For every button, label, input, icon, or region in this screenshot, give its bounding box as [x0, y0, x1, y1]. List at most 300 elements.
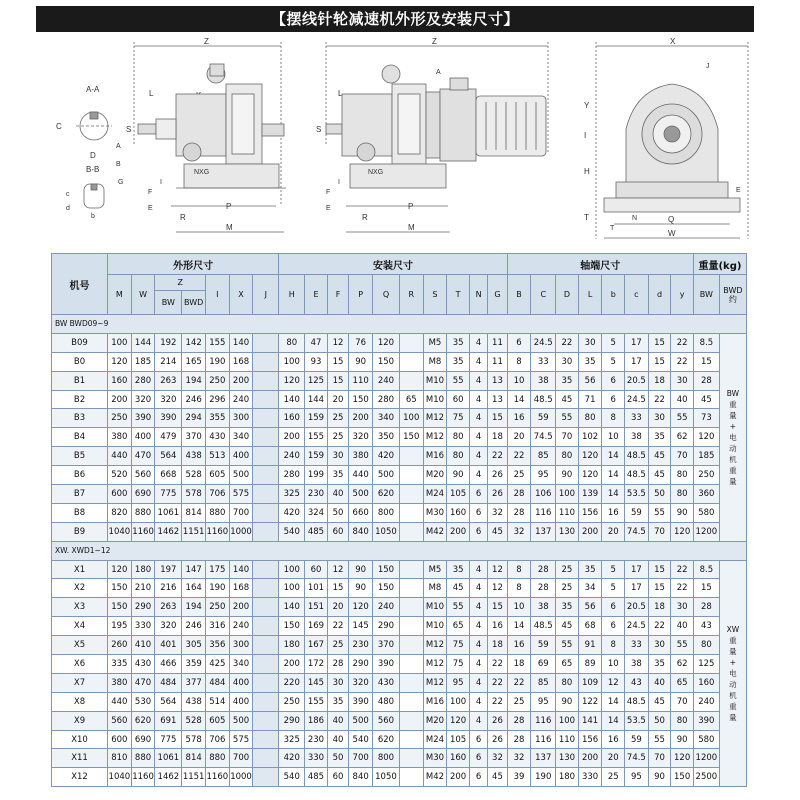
cell-E: 485 — [305, 522, 328, 541]
cell-Q: 1050 — [373, 768, 400, 787]
cell-weight-bw: 28 — [693, 598, 719, 617]
cell-T: 35 — [447, 333, 470, 352]
col-T: T — [447, 275, 470, 315]
cell-C: 106 — [531, 485, 556, 504]
table-row — [52, 447, 747, 466]
cell-R — [399, 617, 423, 636]
cell-Q: 420 — [373, 447, 400, 466]
cell-P: 320 — [349, 428, 373, 447]
cell-y: 80 — [671, 466, 694, 485]
cell-Q: 800 — [373, 503, 400, 522]
cell-P: 500 — [349, 485, 373, 504]
table-row — [52, 466, 747, 485]
cell-weight-bw: 8.5 — [693, 333, 719, 352]
cell-BWD: 194 — [182, 371, 206, 390]
cell-H: 180 — [279, 636, 305, 655]
cell-C: 59 — [531, 636, 556, 655]
label-c: C — [56, 122, 62, 131]
col-b: b — [602, 275, 625, 315]
table-row — [52, 730, 747, 749]
col-c: c — [625, 275, 649, 315]
cell-weight-bw: 390 — [693, 711, 719, 730]
cell-F: 40 — [327, 485, 349, 504]
model-cell: X8 — [52, 692, 108, 711]
cell-B: 20 — [507, 428, 531, 447]
cell-R — [399, 522, 423, 541]
cell-B: 6 — [507, 333, 531, 352]
cell-X: 300 — [229, 409, 253, 428]
model-cell: B4 — [52, 428, 108, 447]
cell-D: 90 — [556, 692, 579, 711]
cell-W: 470 — [131, 673, 155, 692]
cell-W: 470 — [131, 447, 155, 466]
cell-X: 700 — [229, 749, 253, 768]
cell-I: 430 — [206, 428, 230, 447]
cell-C: 38 — [531, 371, 556, 390]
col-D: D — [556, 275, 579, 315]
cell-Q: 350 — [373, 428, 400, 447]
cell-R — [399, 692, 423, 711]
cell-D: 90 — [556, 466, 579, 485]
cell-M: 810 — [108, 749, 132, 768]
cell-I: 175 — [206, 560, 230, 579]
cell-R — [399, 485, 423, 504]
col-W: W — [131, 275, 155, 315]
note-char: 电 — [729, 668, 737, 678]
cell-F: 15 — [327, 579, 349, 598]
cell-J-blank — [253, 447, 279, 466]
cell-C: 74.5 — [531, 428, 556, 447]
cell-M: 150 — [108, 598, 132, 617]
cell-B: 25 — [507, 692, 531, 711]
cell-H: 160 — [279, 409, 305, 428]
cell-S: M10 — [423, 617, 447, 636]
cell-S: M20 — [423, 466, 447, 485]
cell-T: 60 — [447, 390, 470, 409]
cell-B: 39 — [507, 768, 531, 787]
cell-BW: 197 — [155, 560, 182, 579]
cell-c: 43 — [625, 673, 649, 692]
cell-J-blank — [253, 730, 279, 749]
cell-F: 25 — [327, 636, 349, 655]
cell-T: 105 — [447, 730, 470, 749]
cell-W: 400 — [131, 428, 155, 447]
cell-BW: 691 — [155, 711, 182, 730]
cell-G: 22 — [488, 655, 507, 674]
cell-D: 45 — [556, 390, 579, 409]
model-cell: B7 — [52, 485, 108, 504]
cell-M: 200 — [108, 390, 132, 409]
model-cell: X7 — [52, 673, 108, 692]
label-a-2: A — [436, 69, 441, 76]
cell-P: 230 — [349, 636, 373, 655]
cell-weight-bw: 580 — [693, 730, 719, 749]
cell-BWD: 528 — [182, 711, 206, 730]
cell-I: 425 — [206, 655, 230, 674]
cell-b: 8 — [602, 409, 625, 428]
cell-F: 30 — [327, 447, 349, 466]
cell-c: 59 — [625, 503, 649, 522]
cell-b: 14 — [602, 485, 625, 504]
cell-Q: 800 — [373, 749, 400, 768]
cell-B: 22 — [507, 447, 531, 466]
cell-y: 80 — [671, 711, 694, 730]
model-cell: B3 — [52, 409, 108, 428]
cell-L: 34 — [578, 579, 602, 598]
cell-BW: 263 — [155, 598, 182, 617]
cell-Q: 370 — [373, 636, 400, 655]
table-row — [52, 673, 747, 692]
cell-J-blank — [253, 579, 279, 598]
col-G: G — [488, 275, 507, 315]
cell-F: 60 — [327, 522, 349, 541]
cell-c: 33 — [625, 636, 649, 655]
table-row — [52, 522, 747, 541]
cell-F: 15 — [327, 371, 349, 390]
cell-X: 200 — [229, 371, 253, 390]
cell-b: 14 — [602, 466, 625, 485]
cell-G: 13 — [488, 390, 507, 409]
table-row — [52, 409, 747, 428]
cell-C: 59 — [531, 409, 556, 428]
cell-BW: 1061 — [155, 749, 182, 768]
cell-Q: 290 — [373, 617, 400, 636]
cell-L: 35 — [578, 560, 602, 579]
cell-R: 150 — [399, 428, 423, 447]
note-char: 重 — [729, 701, 737, 711]
cell-S: M16 — [423, 447, 447, 466]
label-e: E — [148, 205, 153, 212]
cell-N: 4 — [469, 466, 487, 485]
cell-R — [399, 749, 423, 768]
cell-C: 137 — [531, 522, 556, 541]
cell-B: 25 — [507, 466, 531, 485]
cell-S: M12 — [423, 428, 447, 447]
note-char: 动 — [729, 679, 737, 689]
cell-L: 141 — [578, 711, 602, 730]
cell-N: 4 — [469, 598, 487, 617]
cell-W: 144 — [131, 333, 155, 352]
cell-I: 880 — [206, 503, 230, 522]
cell-d: 35 — [648, 655, 671, 674]
cell-R — [399, 768, 423, 787]
cell-P: 290 — [349, 655, 373, 674]
cell-I: 190 — [206, 579, 230, 598]
cell-BWD: 147 — [182, 560, 206, 579]
cell-J-blank — [253, 428, 279, 447]
cell-E: 186 — [305, 711, 328, 730]
cell-d: 15 — [648, 333, 671, 352]
cell-BW: 1462 — [155, 768, 182, 787]
cell-L: 30 — [578, 333, 602, 352]
cell-L: 156 — [578, 503, 602, 522]
cell-L: 120 — [578, 447, 602, 466]
cell-H: 420 — [279, 749, 305, 768]
cell-E: 169 — [305, 617, 328, 636]
cell-P: 150 — [349, 390, 373, 409]
cell-B: 8 — [507, 352, 531, 371]
cell-T: 160 — [447, 503, 470, 522]
cell-Q: 620 — [373, 730, 400, 749]
cell-X: 168 — [229, 352, 253, 371]
cell-Q: 390 — [373, 655, 400, 674]
cell-weight-bw: 240 — [693, 692, 719, 711]
label-h: H — [584, 167, 590, 176]
cell-G: 18 — [488, 428, 507, 447]
xw-group-label: XW. XWD1~12 — [52, 541, 747, 560]
cell-b: 20 — [602, 749, 625, 768]
cell-BW: 668 — [155, 466, 182, 485]
cell-X: 575 — [229, 730, 253, 749]
cell-D: 30 — [556, 352, 579, 371]
col-L: L — [578, 275, 602, 315]
cell-C: 48.5 — [531, 617, 556, 636]
cell-M: 600 — [108, 730, 132, 749]
cell-W: 280 — [131, 371, 155, 390]
cell-b: 6 — [602, 371, 625, 390]
cell-Q: 560 — [373, 711, 400, 730]
model-cell: X5 — [52, 636, 108, 655]
cell-c: 17 — [625, 333, 649, 352]
cell-I: 706 — [206, 485, 230, 504]
cell-b: 16 — [602, 503, 625, 522]
cell-L: 200 — [578, 522, 602, 541]
cell-D: 180 — [556, 768, 579, 787]
cell-E: 151 — [305, 598, 328, 617]
cell-weight-bw: 2500 — [693, 768, 719, 787]
cell-C: 28 — [531, 579, 556, 598]
cell-E: 93 — [305, 352, 328, 371]
cell-L: 200 — [578, 749, 602, 768]
cell-B: 22 — [507, 673, 531, 692]
cell-I: 190 — [206, 352, 230, 371]
cell-weight-bw: 15 — [693, 579, 719, 598]
model-cell: B5 — [52, 447, 108, 466]
cell-BWD: 377 — [182, 673, 206, 692]
cell-c: 74.5 — [625, 522, 649, 541]
table-row — [52, 749, 747, 768]
model-cell: B09 — [52, 333, 108, 352]
cell-C: 95 — [531, 466, 556, 485]
cell-BW: 214 — [155, 352, 182, 371]
label-y: Y — [584, 101, 590, 110]
cell-C: 38 — [531, 598, 556, 617]
cell-S: M12 — [423, 655, 447, 674]
cell-G: 22 — [488, 673, 507, 692]
label-i-2: I — [338, 179, 340, 186]
model-cell: B1 — [52, 371, 108, 390]
header-outline: 外形尺寸 — [108, 254, 279, 275]
cell-D: 100 — [556, 711, 579, 730]
cell-weight-bw: 250 — [693, 466, 719, 485]
cell-W: 1160 — [131, 768, 155, 787]
cell-BW: 192 — [155, 333, 182, 352]
cell-BW: 479 — [155, 428, 182, 447]
cell-d: 50 — [648, 711, 671, 730]
cell-X: 340 — [229, 428, 253, 447]
cell-F: 20 — [327, 390, 349, 409]
cell-Q: 150 — [373, 579, 400, 598]
cell-R — [399, 466, 423, 485]
cell-E: 145 — [305, 673, 328, 692]
cell-weight-bw: 125 — [693, 655, 719, 674]
cell-BW: 564 — [155, 692, 182, 711]
label-nxg-2: NXG — [368, 169, 384, 176]
cell-N: 4 — [469, 409, 487, 428]
cell-M: 260 — [108, 636, 132, 655]
cell-S: M8 — [423, 579, 447, 598]
cell-I: 155 — [206, 333, 230, 352]
section-aa-label: A-A — [86, 85, 100, 94]
cell-G: 11 — [488, 352, 507, 371]
col-J: J — [253, 275, 279, 315]
cell-D: 100 — [556, 485, 579, 504]
cell-R — [399, 560, 423, 579]
cell-weight-bw: 8.5 — [693, 560, 719, 579]
cell-F: 22 — [327, 617, 349, 636]
cell-F: 40 — [327, 711, 349, 730]
cell-H: 100 — [279, 579, 305, 598]
table-row — [52, 711, 747, 730]
cell-BWD: 359 — [182, 655, 206, 674]
cell-P: 120 — [349, 598, 373, 617]
cell-BW: 216 — [155, 579, 182, 598]
cell-BW: 320 — [155, 390, 182, 409]
cell-y: 62 — [671, 655, 694, 674]
cell-W: 390 — [131, 409, 155, 428]
col-Z-BWD: BWD — [182, 291, 206, 315]
table-row — [52, 655, 747, 674]
cell-H: 150 — [279, 617, 305, 636]
cell-M: 120 — [108, 560, 132, 579]
cell-d: 40 — [648, 673, 671, 692]
cell-b: 14 — [602, 711, 625, 730]
cell-T: 200 — [447, 522, 470, 541]
cell-I: 355 — [206, 409, 230, 428]
cell-R — [399, 333, 423, 352]
cell-N: 4 — [469, 390, 487, 409]
cell-G: 12 — [488, 560, 507, 579]
cell-F: 15 — [327, 352, 349, 371]
col-R: R — [399, 275, 423, 315]
cell-T: 55 — [447, 598, 470, 617]
label-small-c: c — [66, 191, 70, 198]
cell-H: 100 — [279, 352, 305, 371]
cell-y: 70 — [671, 692, 694, 711]
header-weight: 重量(kg) — [693, 254, 746, 275]
cell-d: 45 — [648, 466, 671, 485]
note-char: 重 — [729, 399, 737, 409]
cell-BWD: 528 — [182, 466, 206, 485]
cell-X: 500 — [229, 711, 253, 730]
cell-D: 130 — [556, 749, 579, 768]
label-r: R — [180, 213, 186, 222]
cell-Q: 280 — [373, 390, 400, 409]
label-p: P — [226, 202, 232, 211]
col-C: C — [531, 275, 556, 315]
cell-G: 45 — [488, 522, 507, 541]
cell-H: 140 — [279, 598, 305, 617]
cell-D: 65 — [556, 655, 579, 674]
label-l-2: L — [338, 89, 343, 98]
cell-P: 200 — [349, 409, 373, 428]
cell-c: 48.5 — [625, 466, 649, 485]
label-p-2: P — [408, 202, 414, 211]
cell-y: 62 — [671, 428, 694, 447]
cell-N: 4 — [469, 655, 487, 674]
cell-S: M16 — [423, 692, 447, 711]
cell-BWD: 578 — [182, 730, 206, 749]
cell-B: 28 — [507, 485, 531, 504]
col-X: X — [229, 275, 253, 315]
cell-BWD: 814 — [182, 503, 206, 522]
cell-b: 25 — [602, 768, 625, 787]
cell-C: 116 — [531, 711, 556, 730]
cell-N: 6 — [469, 749, 487, 768]
cell-BWD: 142 — [182, 333, 206, 352]
header-model: 机号 — [52, 254, 108, 315]
cell-R — [399, 655, 423, 674]
cell-H: 120 — [279, 371, 305, 390]
header-shaft: 轴端尺寸 — [507, 254, 693, 275]
cell-X: 240 — [229, 390, 253, 409]
cell-B: 10 — [507, 598, 531, 617]
cell-E: 155 — [305, 692, 328, 711]
cell-D: 35 — [556, 371, 579, 390]
cell-D: 80 — [556, 673, 579, 692]
cell-c: 33 — [625, 409, 649, 428]
cell-T: 120 — [447, 711, 470, 730]
cell-I: 513 — [206, 447, 230, 466]
model-cell: X12 — [52, 768, 108, 787]
cell-J-blank — [253, 711, 279, 730]
cell-D: 25 — [556, 579, 579, 598]
col-F: F — [327, 275, 349, 315]
cell-J-blank — [253, 503, 279, 522]
note-char: 量 — [729, 410, 737, 420]
cell-F: 50 — [327, 749, 349, 768]
xw-weight-note — [719, 560, 746, 787]
cell-S: M24 — [423, 730, 447, 749]
cell-X: 400 — [229, 447, 253, 466]
cell-N: 6 — [469, 522, 487, 541]
cell-Q: 480 — [373, 692, 400, 711]
cell-I: 706 — [206, 730, 230, 749]
label-w: W — [668, 229, 676, 238]
cell-M: 440 — [108, 447, 132, 466]
cell-b: 8 — [602, 636, 625, 655]
model-cell: X6 — [52, 655, 108, 674]
cell-T: 45 — [447, 579, 470, 598]
note-char: 量 — [729, 476, 737, 486]
cell-M: 1040 — [108, 522, 132, 541]
cell-weight-bw: 580 — [693, 503, 719, 522]
model-cell: B6 — [52, 466, 108, 485]
cell-S: M8 — [423, 352, 447, 371]
cell-d: 15 — [648, 579, 671, 598]
cell-S: M5 — [423, 560, 447, 579]
cell-BWD: 438 — [182, 692, 206, 711]
cell-D: 35 — [556, 598, 579, 617]
cell-d: 35 — [648, 428, 671, 447]
label-e-2: E — [326, 205, 331, 212]
note-char: 电 — [729, 432, 737, 442]
cell-T: 80 — [447, 447, 470, 466]
cell-BWD: 194 — [182, 598, 206, 617]
cell-y: 30 — [671, 598, 694, 617]
label-a: A — [116, 143, 121, 150]
cell-J-blank — [253, 560, 279, 579]
